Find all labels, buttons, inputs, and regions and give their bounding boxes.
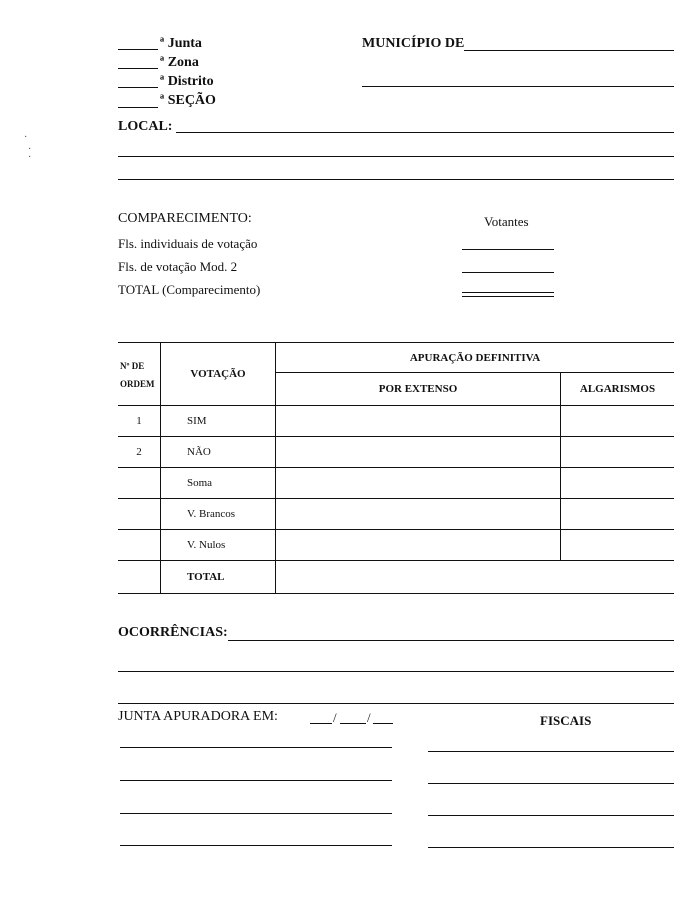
- fls-individuais-label: Fls. individuais de votação: [118, 236, 258, 251]
- ocorrencias-blank-2[interactable]: [118, 671, 674, 672]
- row-extenso-cell[interactable]: [276, 530, 561, 561]
- local-label: LOCAL:: [118, 119, 173, 134]
- ocorrencias-label: OCORRÊNCIAS:: [118, 625, 228, 640]
- row-algarismos-cell[interactable]: [561, 468, 675, 499]
- zona-label: ª Zona: [160, 55, 199, 70]
- apuracao-header: APURAÇÃO DEFINITIVA: [276, 343, 675, 373]
- junta-signature-line[interactable]: [120, 780, 392, 781]
- date-separator: /: [333, 710, 337, 725]
- row-no: [118, 561, 161, 594]
- row-extenso-cell[interactable]: [276, 406, 561, 437]
- distrito-label: ª Distrito: [160, 74, 214, 89]
- scan-speck: ·: [24, 132, 28, 143]
- date-year-blank[interactable]: [373, 723, 393, 724]
- row-extenso-cell[interactable]: [276, 468, 561, 499]
- table-row: [118, 406, 674, 437]
- fls-mod2-label: Fls. de votação Mod. 2: [118, 259, 238, 274]
- junta-label: ª Junta: [160, 36, 202, 51]
- row-label: NÃO: [161, 437, 276, 468]
- comparecimento-title: COMPARECIMENTO:: [118, 211, 252, 226]
- total-label: TOTAL: [161, 561, 276, 594]
- row-algarismos-cell[interactable]: [561, 437, 675, 468]
- distrito-blank[interactable]: [118, 87, 158, 88]
- row-no: 2: [118, 437, 161, 468]
- votacao-header: VOTAÇÃO: [161, 343, 276, 406]
- row-extenso-cell[interactable]: [276, 437, 561, 468]
- fiscal-signature-line[interactable]: [428, 815, 674, 816]
- table-row: [118, 530, 674, 561]
- municipio-blank[interactable]: [464, 50, 674, 51]
- local-blank[interactable]: [176, 132, 674, 133]
- date-month-blank[interactable]: [340, 723, 366, 724]
- junta-blank[interactable]: [118, 49, 158, 50]
- total-comparecimento-double: [462, 296, 554, 297]
- zona-blank[interactable]: [118, 68, 158, 69]
- municipio-blank-2[interactable]: [362, 86, 674, 87]
- junta-apuradora-label: JUNTA APURADORA EM:: [118, 709, 278, 724]
- junta-signature-line[interactable]: [120, 747, 392, 748]
- total-comparecimento-blank[interactable]: [462, 292, 554, 293]
- table-row-total: [118, 561, 674, 594]
- junta-signature-line[interactable]: [120, 813, 392, 814]
- ocorrencias-blank-3[interactable]: [118, 703, 674, 704]
- row-algarismos-cell[interactable]: [561, 406, 675, 437]
- fiscal-signature-line[interactable]: [428, 783, 674, 784]
- table-row: [118, 437, 674, 468]
- row-algarismos-cell[interactable]: [561, 530, 675, 561]
- fls-mod2-blank[interactable]: [462, 272, 554, 273]
- algarismos-header: ALGARISMOS: [561, 373, 675, 406]
- municipio-label: MUNICÍPIO DE: [362, 36, 465, 51]
- row-label: V. Nulos: [161, 530, 276, 561]
- secao-label: ª SEÇÃO: [160, 93, 216, 108]
- scan-speck: ·: [28, 144, 32, 155]
- row-algarismos-cell[interactable]: [561, 499, 675, 530]
- fls-individuais-blank[interactable]: [462, 249, 554, 250]
- fiscal-signature-line[interactable]: [428, 751, 674, 752]
- fiscal-signature-line[interactable]: [428, 847, 674, 848]
- table-row: [118, 468, 674, 499]
- date-separator: /: [367, 710, 371, 725]
- table-row: [118, 499, 674, 530]
- junta-signature-line[interactable]: [120, 845, 392, 846]
- extenso-header: POR EXTENSO: [276, 373, 561, 406]
- scan-speck: ·: [28, 152, 32, 163]
- fiscais-label: FISCAIS: [540, 713, 592, 728]
- local-blank-2[interactable]: [118, 156, 674, 157]
- row-no: [118, 468, 161, 499]
- total-cell[interactable]: [276, 561, 675, 594]
- row-no: [118, 499, 161, 530]
- no-ordem-header-2: ORDEM: [120, 379, 155, 389]
- date-day-blank[interactable]: [310, 723, 332, 724]
- local-blank-3[interactable]: [118, 179, 674, 180]
- row-label: Soma: [161, 468, 276, 499]
- apuracao-table: [118, 342, 674, 594]
- row-label: V. Brancos: [161, 499, 276, 530]
- no-ordem-header: [118, 343, 161, 406]
- votantes-header: Votantes: [484, 214, 529, 229]
- total-comparecimento-label: TOTAL (Comparecimento): [118, 282, 261, 297]
- secao-blank[interactable]: [118, 107, 158, 108]
- row-no: [118, 530, 161, 561]
- row-no: 1: [118, 406, 161, 437]
- no-ordem-header-1: Nº DE: [120, 361, 145, 371]
- row-extenso-cell[interactable]: [276, 499, 561, 530]
- ocorrencias-blank[interactable]: [228, 640, 674, 641]
- row-label: SIM: [161, 406, 276, 437]
